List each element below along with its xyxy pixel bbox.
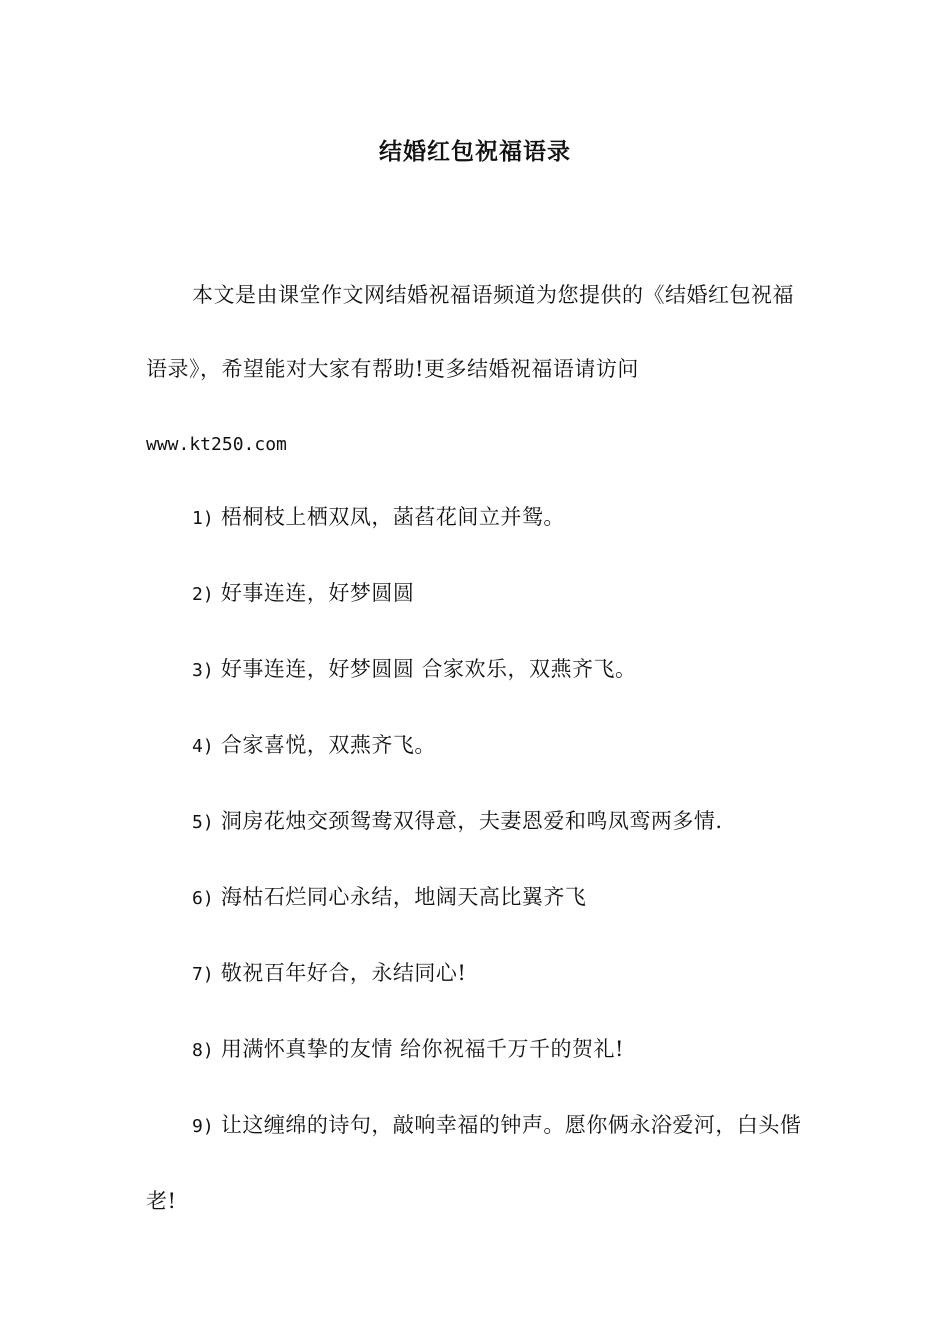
list-item-text: 用满怀真挚的友情 给你祝福千万千的贺礼! xyxy=(220,1037,624,1061)
list-item-number: 8) xyxy=(192,1040,214,1061)
list-item-text: 合家喜悦，双燕齐飞。 xyxy=(220,733,436,757)
list-item xyxy=(146,1012,806,1088)
list-item-text: 敬祝百年好合，永结同心! xyxy=(220,961,467,985)
list-item-number: 6) xyxy=(192,888,214,909)
list-item-text: 洞房花烛交颈鸳鸯双得意，夫妻恩爱和鸣凤鸾两多情. xyxy=(220,809,723,833)
list-item-number: 5) xyxy=(192,812,214,833)
list-item-number: 2) xyxy=(192,584,214,605)
list-item-text: 好事连连，好梦圆圆 xyxy=(220,581,415,605)
list-item xyxy=(146,708,806,784)
list-item xyxy=(146,936,806,1012)
list-item-number: 9) xyxy=(192,1116,214,1137)
list-item xyxy=(146,784,806,860)
list-item-text: 海枯石烂同心永结，地阔天高比翼齐飞 xyxy=(220,885,587,909)
list-item-text: 好事连连，好梦圆圆 合家欢乐，双燕齐飞。 xyxy=(220,657,637,681)
list-item xyxy=(146,556,806,632)
list-item-number: 7) xyxy=(192,964,214,985)
intro-paragraph xyxy=(146,258,806,482)
intro-url: www.kt250.com xyxy=(146,434,287,455)
document-title: 结婚红包祝福语录 xyxy=(379,138,571,165)
intro-text: 本文是由课堂作文网结婚祝福语频道为您提供的《结婚红包祝福语录》，希望能对大家有帮助!更多结婚祝福语请访问 xyxy=(146,283,794,381)
list-item-number: 1) xyxy=(192,508,214,529)
blessing-list xyxy=(146,480,806,1238)
list-item xyxy=(146,480,806,556)
list-item xyxy=(146,1088,806,1238)
list-item-number: 3) xyxy=(192,660,214,681)
list-item xyxy=(146,632,806,708)
list-item-text: 梧桐枝上栖双凤，菡萏花间立并鸳。 xyxy=(220,505,565,529)
list-item-number: 4) xyxy=(192,736,214,757)
list-item xyxy=(146,860,806,936)
list-item-text: 让这缠绵的诗句，敲响幸福的钟声。愿你俩永浴爱河，白头偕老! xyxy=(146,1113,802,1213)
